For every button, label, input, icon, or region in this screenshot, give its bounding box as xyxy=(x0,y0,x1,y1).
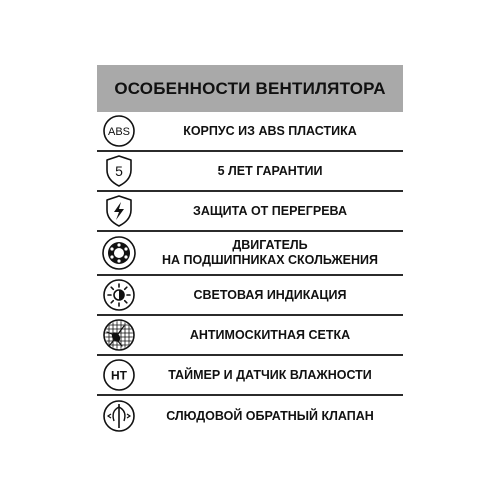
feature-row-abs xyxy=(97,112,403,152)
feature-row-overheat xyxy=(97,192,403,232)
feature-label-light: СВЕТОВАЯ ИНДИКАЦИЯ xyxy=(193,287,347,302)
feature-row-net xyxy=(97,316,403,356)
features-header xyxy=(97,65,403,112)
feature-label-net: АНТИМОСКИТНАЯ СЕТКА xyxy=(189,327,351,342)
feature-label-abs: КОРПУС ИЗ ABS ПЛАСТИКА xyxy=(183,123,357,138)
features-card xyxy=(97,65,403,436)
bearing-icon xyxy=(97,232,141,274)
mosquito-net-icon xyxy=(97,316,141,354)
feature-label-motor-line2: НА ПОДШИПНИКАХ СКОЛЬЖЕНИЯ xyxy=(162,253,378,267)
feature-row-light xyxy=(97,276,403,316)
shield-5-icon xyxy=(97,152,141,190)
abs-icon-text: ABS xyxy=(107,126,131,138)
check-valve-icon xyxy=(97,396,141,436)
ht-icon-text: HT xyxy=(111,368,127,383)
feature-label-motor-line1: ДВИГАТЕЛЬ xyxy=(232,238,308,252)
feature-label-timer: ТАЙМЕР И ДАТЧИК ВЛАЖНОСТИ xyxy=(168,367,372,382)
warranty-icon-text: 5 xyxy=(115,163,123,179)
light-indicator-icon xyxy=(97,276,141,314)
feature-label-motor xyxy=(141,238,403,268)
features-title: ОСОБЕННОСТИ ВЕНТИЛЯТОРА xyxy=(114,78,386,98)
shield-lightning-icon xyxy=(97,192,141,230)
abs-circle-icon xyxy=(97,112,141,150)
feature-row-motor xyxy=(97,232,403,276)
feature-row-valve xyxy=(97,396,403,436)
feature-label-warranty: 5 ЛЕТ ГАРАНТИИ xyxy=(217,163,323,178)
feature-row-timer xyxy=(97,356,403,396)
ht-circle-icon xyxy=(97,356,141,394)
feature-row-warranty xyxy=(97,152,403,192)
feature-label-overheat: ЗАЩИТА ОТ ПЕРЕГРЕВА xyxy=(193,203,347,218)
feature-label-valve: СЛЮДОВОЙ ОБРАТНЫЙ КЛАПАН xyxy=(166,408,374,423)
